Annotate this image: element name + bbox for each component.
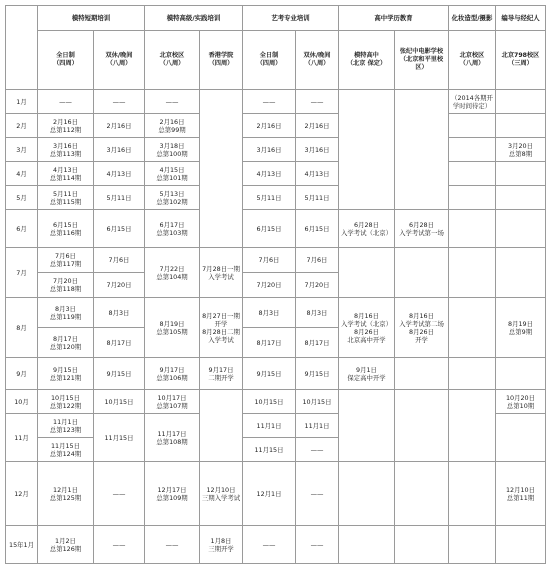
schedule-cell: 3月18日 总第100期 [145, 138, 200, 162]
schedule-cell: 8月17日 [296, 328, 339, 358]
schedule-cell: 10月17日 总第107期 [145, 390, 200, 414]
empty-cell [496, 162, 546, 186]
group-header: 模特短期培训 [38, 6, 145, 31]
schedule-cell: 11月17日 总第108期 [145, 414, 200, 462]
schedule-cell: 7月20日 [94, 273, 145, 298]
empty-cell [395, 462, 449, 526]
empty-cell [200, 390, 243, 462]
schedule-cell: 4月13日 [296, 162, 339, 186]
sub-header: 北京校区 （八周） [449, 31, 496, 90]
schedule-cell: 7月20日 [296, 273, 339, 298]
schedule-cell: 1月2日 总第126期 [38, 526, 94, 564]
empty-cell [395, 526, 449, 564]
month-label: 4月 [6, 162, 38, 186]
schedule-cell: —— [94, 462, 145, 526]
schedule-cell: 1月8日 三期开学 [200, 526, 243, 564]
schedule-cell: 10月20日 总第10期 [496, 390, 546, 414]
empty-cell [496, 186, 546, 210]
schedule-cell: 7月20日 [243, 273, 296, 298]
schedule-cell: 11月15日 [243, 438, 296, 462]
empty-cell [496, 358, 546, 390]
schedule-cell: —— [296, 526, 339, 564]
schedule-cell: 2月16日 [243, 114, 296, 138]
schedule-cell: 11月15日 总第124期 [38, 438, 94, 462]
group-header: 编导与经纪人 [496, 6, 546, 31]
empty-cell [449, 298, 496, 358]
schedule-cell: 12月1日 总第125期 [38, 462, 94, 526]
empty-cell [449, 358, 496, 390]
empty-cell [496, 526, 546, 564]
schedule-cell: 8月27日一期开学 8月28日二期入学考试 [200, 298, 243, 358]
empty-cell [200, 90, 243, 248]
schedule-cell: 6月17日 总第103期 [145, 210, 200, 248]
schedule-cell: 3月16日 [296, 138, 339, 162]
schedule-cell: 2月16日 总第112期 [38, 114, 94, 138]
schedule-cell: 5月11日 [296, 186, 339, 210]
schedule-cell: —— [296, 90, 339, 114]
schedule-cell: 6月15日 [94, 210, 145, 248]
schedule-cell: —— [243, 90, 296, 114]
schedule-cell: 7月22日 总第104期 [145, 248, 200, 298]
group-header: 高中学历教育 [339, 6, 449, 31]
month-label: 2月 [6, 114, 38, 138]
empty-cell [449, 526, 496, 564]
schedule-cell: 8月19日 总第105期 [145, 298, 200, 358]
schedule-cell: 11月1日 总第123期 [38, 414, 94, 438]
schedule-cell: 11月1日 [243, 414, 296, 438]
schedule-cell: 8月17日 [243, 328, 296, 358]
schedule-cell: 5月13日 总第102期 [145, 186, 200, 210]
schedule-cell: 8月16日 入学考试（北京） 8月26日 北京高中开学 [339, 298, 395, 358]
empty-cell [449, 210, 496, 248]
sub-header: 双休/晚间 （八周） [296, 31, 339, 90]
group-header: 模特高级/实践培训 [145, 6, 243, 31]
schedule-cell: 5月11日 总第115期 [38, 186, 94, 210]
schedule-cell: 6月15日 总第116期 [38, 210, 94, 248]
schedule-cell: 2月16日 总第99期 [145, 114, 200, 138]
schedule-cell: 7月28日一期入学考试 [200, 248, 243, 298]
schedule-cell: —— [145, 90, 200, 114]
schedule-cell: —— [145, 526, 200, 564]
schedule-cell: 6月28日 入学考试第一场 [395, 210, 449, 248]
sub-header: 北京校区 （八周） [145, 31, 200, 90]
month-label: 1月 [6, 90, 38, 114]
empty-cell [395, 90, 449, 210]
schedule-cell: 11月15日 [94, 414, 145, 462]
group-header: 艺考专业培训 [243, 6, 339, 31]
month-label: 8月 [6, 298, 38, 358]
schedule-cell: —— [94, 526, 145, 564]
empty-cell [496, 414, 546, 462]
schedule-cell: 3月20日 总第8期 [496, 138, 546, 162]
schedule-cell: 10月15日 总第122期 [38, 390, 94, 414]
schedule-cell: 8月3日 [94, 298, 145, 328]
schedule-cell: 10月15日 [243, 390, 296, 414]
sub-header: 全日制 （四周） [38, 31, 94, 90]
schedule-cell: —— [94, 90, 145, 114]
schedule-cell: 4月13日 [243, 162, 296, 186]
schedule-cell: 8月3日 总第119期 [38, 298, 94, 328]
empty-cell [449, 114, 496, 138]
schedule-cell: 9月15日 总第121期 [38, 358, 94, 390]
schedule-cell: 9月15日 [243, 358, 296, 390]
sub-header: 模特高中 （北京 保定） [339, 31, 395, 90]
sub-header: 全日制 （四周） [243, 31, 296, 90]
month-label: 11月 [6, 414, 38, 462]
empty-cell [449, 462, 496, 526]
schedule-cell: 5月11日 [94, 186, 145, 210]
month-label: 15年1月 [6, 526, 38, 564]
schedule-cell: —— [243, 526, 296, 564]
schedule-cell: 7月6日 总第117期 [38, 248, 94, 273]
month-label: 9月 [6, 358, 38, 390]
empty-cell [449, 138, 496, 162]
empty-cell [395, 358, 449, 390]
empty-cell [449, 186, 496, 210]
schedule-cell: —— [296, 438, 339, 462]
schedule-cell: 9月1日 保定高中开学 [339, 358, 395, 390]
schedule-cell: 12月10日 三期入学考试 [200, 462, 243, 526]
empty-cell [496, 114, 546, 138]
schedule-cell: 8月3日 [296, 298, 339, 328]
schedule-cell: 10月15日 [296, 390, 339, 414]
empty-cell [496, 248, 546, 298]
schedule-cell: 4月13日 [94, 162, 145, 186]
empty-cell [449, 390, 496, 462]
empty-cell [339, 526, 395, 564]
schedule-cell: 9月17日 二期开学 [200, 358, 243, 390]
schedule-cell: 9月17日 总第106期 [145, 358, 200, 390]
empty-cell [449, 162, 496, 186]
schedule-cell: 5月11日 [243, 186, 296, 210]
month-label: 10月 [6, 390, 38, 414]
empty-cell [449, 248, 496, 298]
schedule-cell: 4月15日 总第101期 [145, 162, 200, 186]
schedule-cell: 11月1日 [296, 414, 339, 438]
schedule-cell: —— [296, 462, 339, 526]
schedule-cell: 2月16日 [94, 114, 145, 138]
schedule-cell: 12月1日 [243, 462, 296, 526]
sub-header: 北京798校区 （三周） [496, 31, 546, 90]
schedule-cell: 7月6日 [243, 248, 296, 273]
schedule-cell: 2月16日 [296, 114, 339, 138]
schedule-table-wrapper [5, 5, 546, 564]
corner-cell [6, 6, 38, 90]
schedule-cell: 8月16日 入学考试第二场 8月26日 开学 [395, 298, 449, 358]
empty-cell [395, 248, 449, 298]
empty-cell [339, 90, 395, 210]
schedule-cell: 8月3日 [243, 298, 296, 328]
empty-cell [339, 390, 395, 462]
month-label: 12月 [6, 462, 38, 526]
schedule-cell: 8月17日 总第120期 [38, 328, 94, 358]
month-label: 7月 [6, 248, 38, 298]
schedule-cell: 3月16日 总第113期 [38, 138, 94, 162]
empty-cell [339, 248, 395, 298]
schedule-cell: 9月15日 [94, 358, 145, 390]
schedule-cell: —— [38, 90, 94, 114]
schedule-cell: 7月6日 [94, 248, 145, 273]
schedule-cell: 8月17日 [94, 328, 145, 358]
empty-cell [496, 210, 546, 248]
schedule-cell: 10月15日 [94, 390, 145, 414]
month-label: 6月 [6, 210, 38, 248]
group-header: 化妆造型/摄影 [449, 6, 496, 31]
schedule-cell: 6月28日 入学考试（北京） [339, 210, 395, 248]
schedule-cell: 3月16日 [94, 138, 145, 162]
schedule-cell: 8月19日 总第9期 [496, 298, 546, 358]
month-label: 5月 [6, 186, 38, 210]
schedule-cell: 9月15日 [296, 358, 339, 390]
schedule-cell: 7月20日 总第118期 [38, 273, 94, 298]
empty-cell [496, 90, 546, 114]
schedule-cell: 6月15日 [243, 210, 296, 248]
schedule-cell: 3月16日 [243, 138, 296, 162]
schedule-table [5, 5, 546, 564]
empty-cell [339, 462, 395, 526]
sub-header: 张纪中电影学校 （北京和平里校区） [395, 31, 449, 90]
schedule-cell: （2014各期开学时间待定） [449, 90, 496, 114]
sub-header: 香港学院 （四周） [200, 31, 243, 90]
schedule-cell: 12月17日 总第109期 [145, 462, 200, 526]
sub-header: 双休/晚间 （八周） [94, 31, 145, 90]
month-label: 3月 [6, 138, 38, 162]
schedule-cell: 4月13日 总第114期 [38, 162, 94, 186]
schedule-cell: 12月10日 总第11期 [496, 462, 546, 526]
empty-cell [395, 390, 449, 462]
schedule-cell: 7月6日 [296, 248, 339, 273]
schedule-cell: 6月15日 [296, 210, 339, 248]
